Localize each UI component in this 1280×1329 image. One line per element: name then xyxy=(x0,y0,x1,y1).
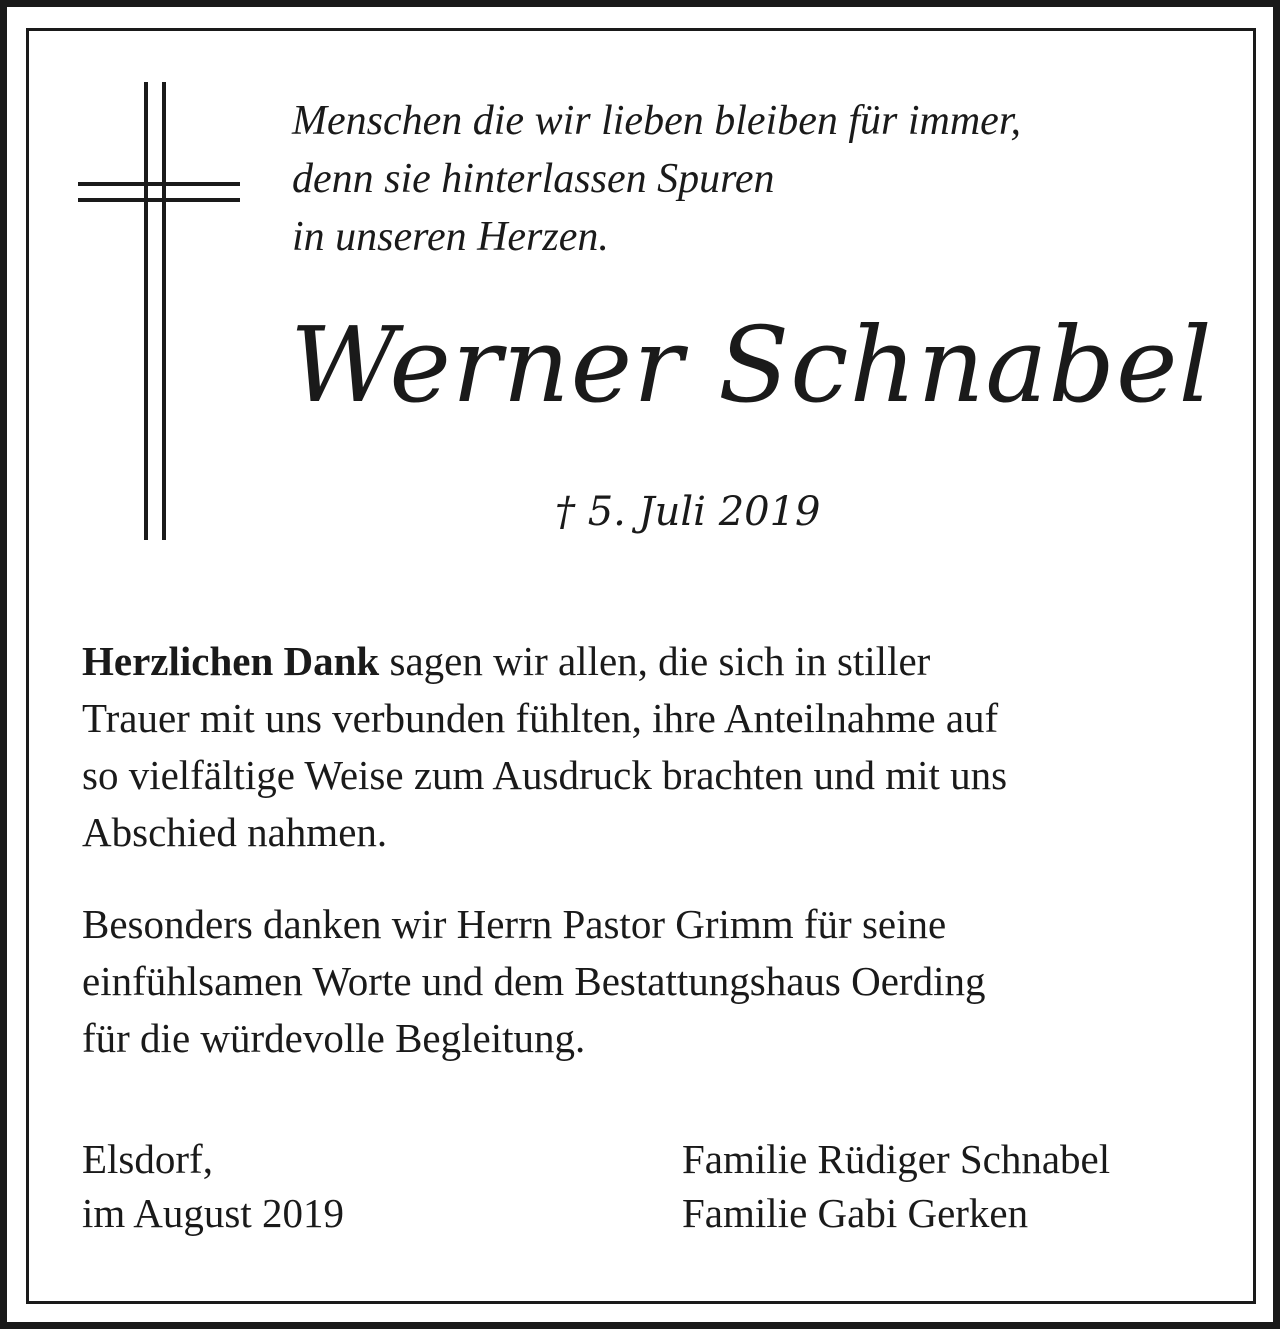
special-thanks-line: für die würdevolle Begleitung. xyxy=(82,1015,586,1061)
thanks-line: Abschied nahmen. xyxy=(82,809,388,855)
special-thanks-line: Besonders danken wir Herrn Pastor Grimm für seine xyxy=(82,901,947,947)
motto-line: in unseren Herzen. xyxy=(292,214,609,260)
signer-family: Familie Gabi Gerken xyxy=(682,1190,1029,1236)
death-date: † 5. Juli 2019 xyxy=(555,489,821,535)
thanks-lead-rest: sagen wir allen, die sich in stiller xyxy=(379,638,931,684)
signers xyxy=(682,1132,1110,1240)
motto-line: Menschen die wir lieben bleiben für immer, xyxy=(292,98,1022,144)
deceased-name: Werner Schnabel xyxy=(290,304,1213,426)
place-date: im August 2019 xyxy=(82,1190,344,1236)
cross-icon xyxy=(78,82,240,540)
thanks-paragraph xyxy=(82,633,1232,861)
thanks-line: so vielfältige Weise zum Ausdruck brachten und mit uns xyxy=(82,752,1008,798)
thanks-line: Trauer mit uns verbunden fühlten, ihre Anteilnahme auf xyxy=(82,695,999,741)
motto-verse xyxy=(292,92,1212,266)
thanks-lead-bold: Herzlichen Dank xyxy=(82,638,380,684)
special-thanks-line: einfühlsamen Worte und dem Bestattungshaus Oerding xyxy=(82,958,986,1004)
motto-line: denn sie hinterlassen Spuren xyxy=(292,156,775,202)
signer-family: Familie Rüdiger Schnabel xyxy=(682,1136,1111,1182)
place-city: Elsdorf, xyxy=(82,1136,213,1182)
special-thanks-paragraph xyxy=(82,896,1232,1067)
place-and-date xyxy=(82,1132,344,1240)
thanks-first-line xyxy=(82,633,1232,690)
